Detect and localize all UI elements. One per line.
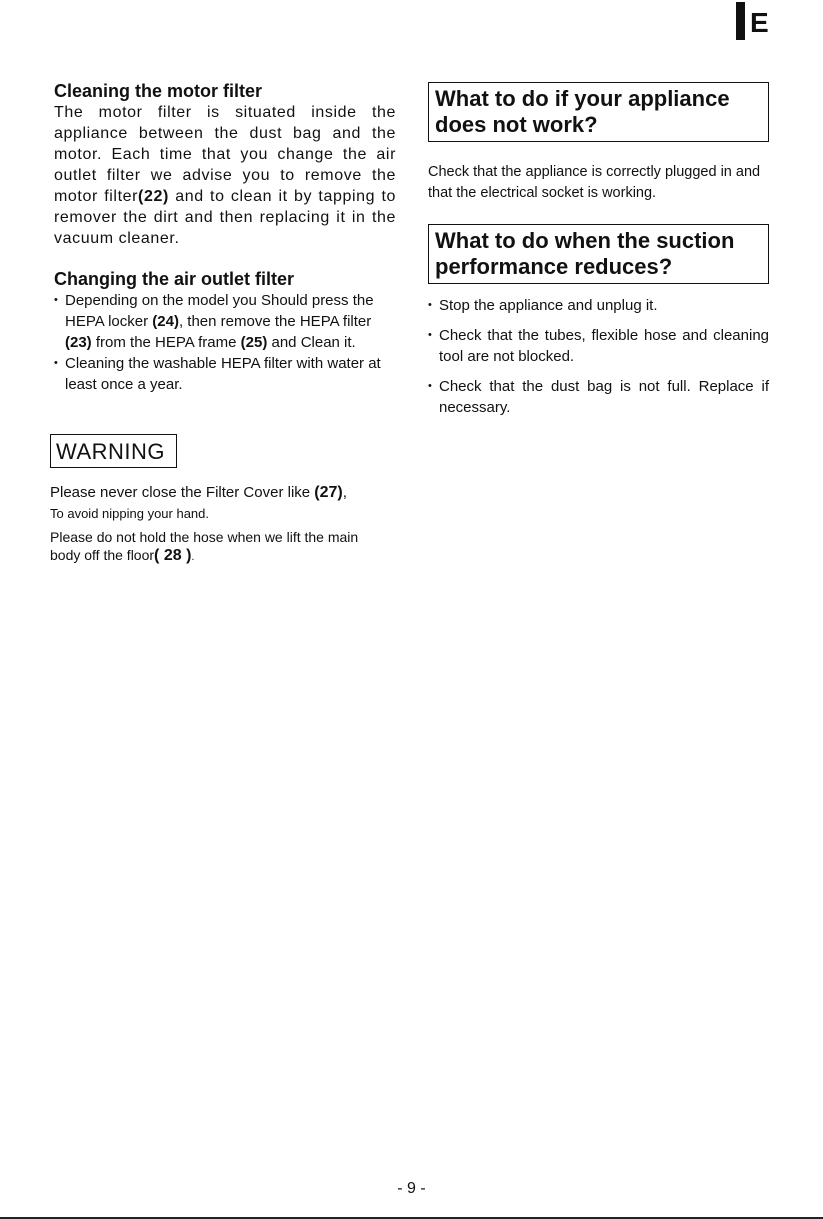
not-work-title: What to do if your appliance does not work? xyxy=(428,82,769,142)
list-item: • Check that the tubes, flexible hose and cleaning tool are not blocked. xyxy=(428,325,769,367)
bullet-text: and Clean it. xyxy=(267,334,356,351)
suction-list xyxy=(428,295,769,418)
warning-line-2: To avoid nipping your hand. xyxy=(50,506,210,521)
language-marker-bar xyxy=(736,2,745,40)
warning-text: Please do not hold the hose when we lift the main body off the floor xyxy=(50,529,359,563)
list-item: • Check that the dust bag is not full. Replace if necessary. xyxy=(428,376,769,418)
motor-filter-text-2: and to clean it by tapping to remover the dirt and then replacing it in the vacuum cleaner. xyxy=(54,188,396,247)
list-item: • Cleaning the washable HEPA filter with water at least once a year. xyxy=(54,353,396,395)
right-column xyxy=(428,82,769,427)
warning-text: , xyxy=(342,484,347,501)
left-column xyxy=(54,80,396,395)
warning-line-1 xyxy=(50,484,400,502)
warning-text: . xyxy=(191,551,195,563)
warning-label: WARNING xyxy=(56,439,166,464)
bullet-text: from the HEPA frame xyxy=(91,334,241,351)
air-filter-list xyxy=(54,290,396,395)
ref-25: (25) xyxy=(240,334,268,351)
ref-28: ( 28 ) xyxy=(154,547,192,564)
motor-filter-ref: (22) xyxy=(138,188,169,205)
ref-27: (27) xyxy=(314,484,343,501)
air-filter-title: Changing the air outlet filter xyxy=(54,269,295,289)
motor-filter-text-1: The motor filter is situated inside the appliance between the dust bag and the motor. Each time that you change the air outlet filter we advise you to remove the motor filter xyxy=(54,104,396,205)
ref-23: (23) xyxy=(65,334,92,351)
warning-text: Please never close the Filter Cover like xyxy=(50,484,315,501)
list-item: • Stop the appliance and unplug it. xyxy=(428,295,769,316)
motor-filter-title: Cleaning the motor filter xyxy=(54,81,263,101)
warning-box xyxy=(50,434,177,468)
language-marker: E xyxy=(750,7,769,38)
suction-title: What to do when the suction performance reduces? xyxy=(428,224,769,284)
bullet-text: , then remove the HEPA filter xyxy=(178,313,372,330)
not-work-text: Check that the appliance is correctly plugged in and that the electrical socket is working. xyxy=(428,164,761,201)
page-number: - 9 - xyxy=(397,1180,426,1197)
bullet-text: Depending on the model you Should press the HEPA locker xyxy=(65,292,374,330)
list-item xyxy=(54,290,396,353)
warning-line-3 xyxy=(50,528,375,566)
ref-24: (24) xyxy=(152,313,179,330)
motor-filter-text xyxy=(54,102,396,249)
